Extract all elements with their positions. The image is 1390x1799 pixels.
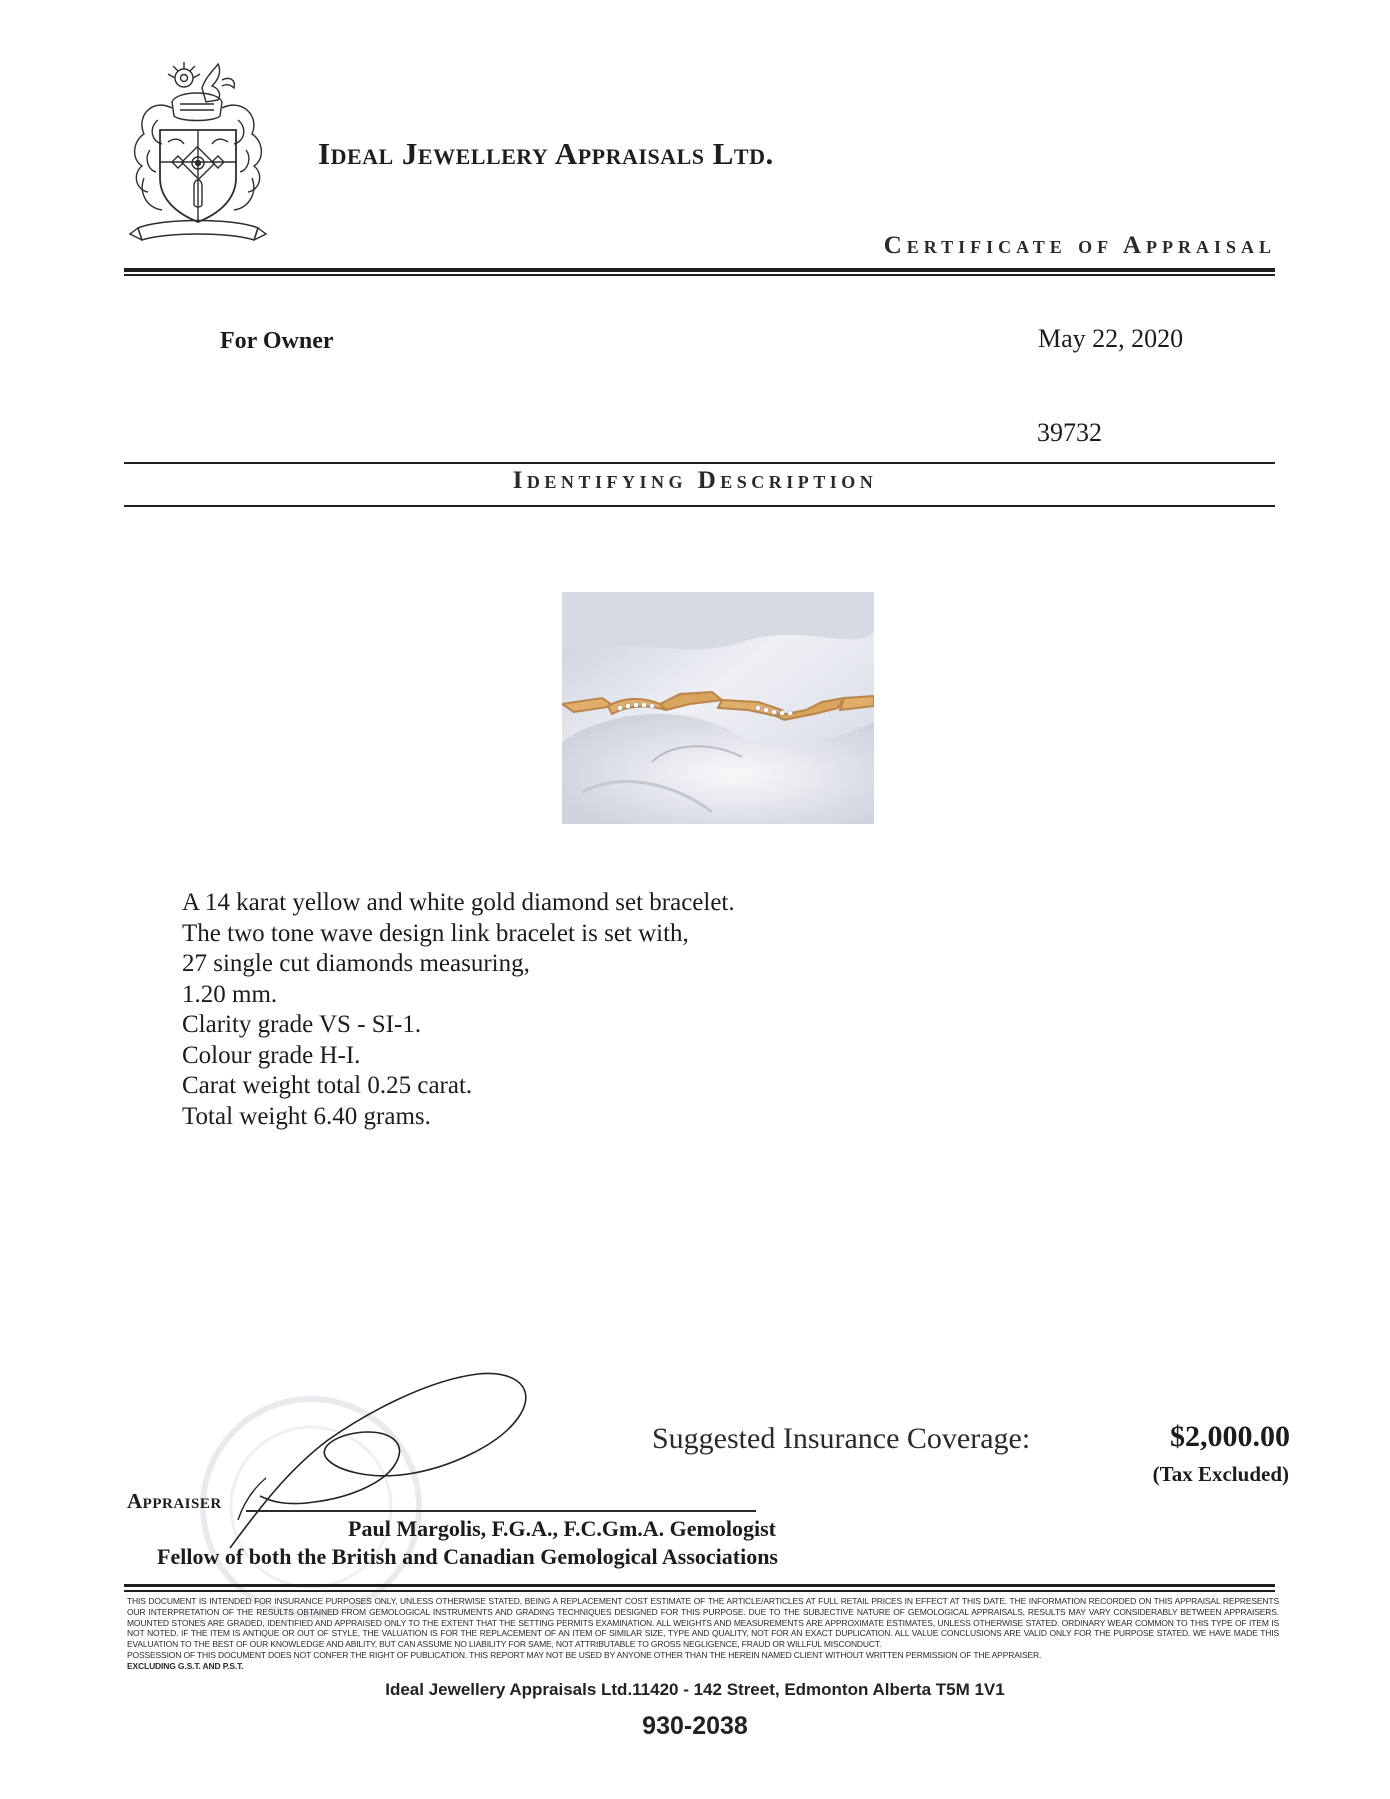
insurance-coverage-label: Suggested Insurance Coverage: [652,1422,1031,1455]
tax-note: (Tax Excluded) [1152,1462,1289,1486]
signature-line [246,1510,756,1512]
appraisal-date: May 22, 2020 [1038,324,1184,353]
section-rule-top [124,462,1275,464]
footer-rule-thin [124,1590,1275,1592]
insurance-coverage-amount: $2,000.00 [1170,1420,1290,1453]
appraiser-label: Appraiser [127,1489,222,1513]
description-line: Colour grade H-I. [182,1041,361,1069]
item-description [182,888,735,1132]
section-title: Identifying Description [512,467,878,494]
footer-rule-thick [124,1584,1275,1587]
description-line: 1.20 mm. [182,980,278,1008]
description-line: Clarity grade VS - SI-1. [182,1011,422,1038]
client-label: For Owner [220,328,334,354]
section-rule-bottom [124,505,1275,507]
document-title: Certificate of Appraisal [883,232,1276,259]
appraiser-name: Paul Margolis, F.G.A., F.C.Gm.A. Gemologist [348,1516,776,1541]
description-line: A 14 karat yellow and white gold diamond set bracelet. [182,889,735,916]
description-line: The two tone wave design link bracelet is set with, [182,919,689,947]
disclaimer-tax: EXCLUDING G.S.T. AND P.S.T. [127,1660,244,1671]
description-line: 27 single cut diamonds measuring, [182,950,530,977]
coat-of-arms-icon [122,58,276,258]
bracelet-photo [562,592,874,824]
appraiser-fellowship: Fellow of both the British and Canadian Gemological Associations [157,1544,778,1569]
appraisal-number: 39732 [1037,418,1102,447]
footer-address: Ideal Jewellery Appraisals Ltd.11420 - 142 Street, Edmonton Alberta T5M 1V1 [385,1680,1005,1699]
description-line: Total weight 6.40 grams. [182,1102,431,1130]
company-name: Ideal Jewellery Appraisals Ltd. [318,136,774,171]
footer-phone: 930-2038 [642,1712,748,1740]
header-rule-thick [124,268,1275,272]
disclaimer-publication: POSSESSION OF THIS DOCUMENT DOES NOT CONFER THE RIGHT OF PUBLICATION. THIS REPORT MAY NOT BE USED BY ANYONE OTHER THAN THE HEREIN NAMED CLIENT WITHOUT WRITTEN PERMISSION OF THE APPRAISER. [127,1649,1042,1660]
legal-disclaimer [127,1596,1279,1672]
description-line: Carat weight total 0.25 carat. [182,1072,473,1099]
disclaimer-body: THIS DOCUMENT IS INTENDED FOR INSURANCE PURPOSES ONLY, UNLESS OTHERWISE STATED, BEING A REPLACEMENT COST ESTIMATE OF THE ARTICLE/ARTICLES AT FULL RETAIL PRICES IN EFFECT AT THIS DATE. THE INFORMATION RECORDED ON THIS APPRAISAL REPRESENTS OUR INTERPRETATION OF THE RESULTS OBTAINED FROM GEMOLOGICAL INSTRUMENTS AND GRADING TECHNIQUES DESIGNED FOR THIS PURPOSE. DUE TO THE SUBJECTIVE NATURE OF GEMOLOGICAL APPRAISALS, RESULTS MAY VARY CONSIDERABLY BETWEEN APPRAISERS. MOUNTED STONES ARE GRADED, IDENTIFIED AND APPRAISED ONLY TO THE EXTENT THAT THE SETTING PERMITS EXAMINATION. ALL WEIGHTS AND MEASUREMENTS ARE APPROXIMATE ESTIMATES, UNLESS OTHERWISE STATED. ORDINARY WEAR COMMON TO THIS TYPE OF ITEM IS NOT NOTED. IF THE ITEM IS ANTIQUE OR OUT OF STYLE, THE VALUATION IS FOR THE REPLACEMENT OF AN ITEM OF SIMILAR SIZE, TYPE AND QUALITY, NOT FOR AN EXACT DUPLICATION. ALL VALUE CONCLUSIONS ARE VALID ONLY FOR THE PURPOSE STATED. WE HAVE MADE THIS EVALUATION TO THE BEST OF OUR KNOWLEDGE AND ABILITY, BUT CAN ASSUME NO LIABILITY FOR SAME, NOT ATTRIBUTABLE TO GROSS NEGLIGENCE, FRAUD OR WILLFUL MISCONDUCT. [127,1596,1279,1650]
header-rule-thin [124,274,1275,276]
